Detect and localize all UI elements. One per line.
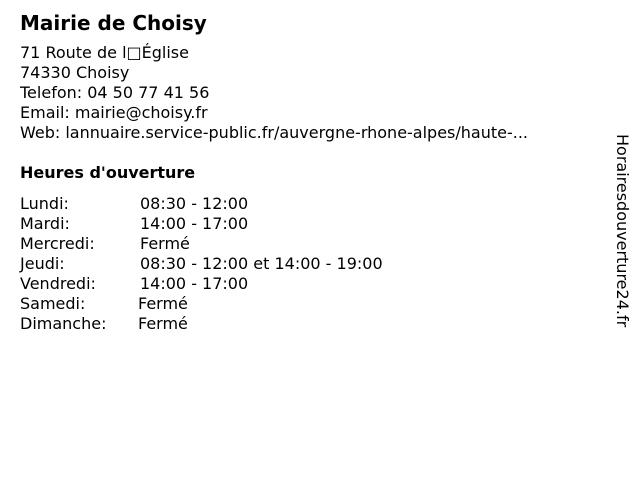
day-label: Samedi: — [20, 294, 86, 313]
site-watermark — [608, 134, 638, 374]
street-address: 71 Route de l□Église — [20, 43, 189, 62]
hours-value: 14:00 - 17:00 — [140, 274, 249, 293]
hours-value: Fermé — [140, 234, 190, 253]
page-title: Mairie de Choisy — [20, 11, 207, 35]
day-label: Mardi: — [20, 214, 70, 233]
day-label: Mercredi: — [20, 234, 95, 253]
day-label: Vendredi: — [20, 274, 96, 293]
website-link[interactable]: Web: lannuaire.service-public.fr/auvergne-rhone-alpes/haute-... — [20, 123, 529, 142]
opening-hours-heading: Heures d'ouverture — [20, 163, 196, 182]
hours-value: Fermé — [138, 294, 188, 313]
phone-number: Telefon: 04 50 77 41 56 — [20, 83, 210, 102]
day-label: Jeudi: — [20, 254, 65, 273]
hours-value: Fermé — [138, 314, 188, 333]
day-label: Dimanche: — [20, 314, 107, 333]
day-label: Lundi: — [20, 194, 69, 213]
watermark-text: Horairesdouverture24.fr — [613, 134, 632, 328]
postal-city: 74330 Choisy — [20, 63, 130, 82]
address-block — [20, 43, 528, 143]
hours-value: 14:00 - 17:00 — [140, 214, 249, 233]
hours-value: 08:30 - 12:00 — [140, 194, 249, 213]
email-address: Email: mairie@choisy.fr — [20, 103, 208, 122]
hours-value: 08:30 - 12:00 et 14:00 - 19:00 — [140, 254, 383, 273]
